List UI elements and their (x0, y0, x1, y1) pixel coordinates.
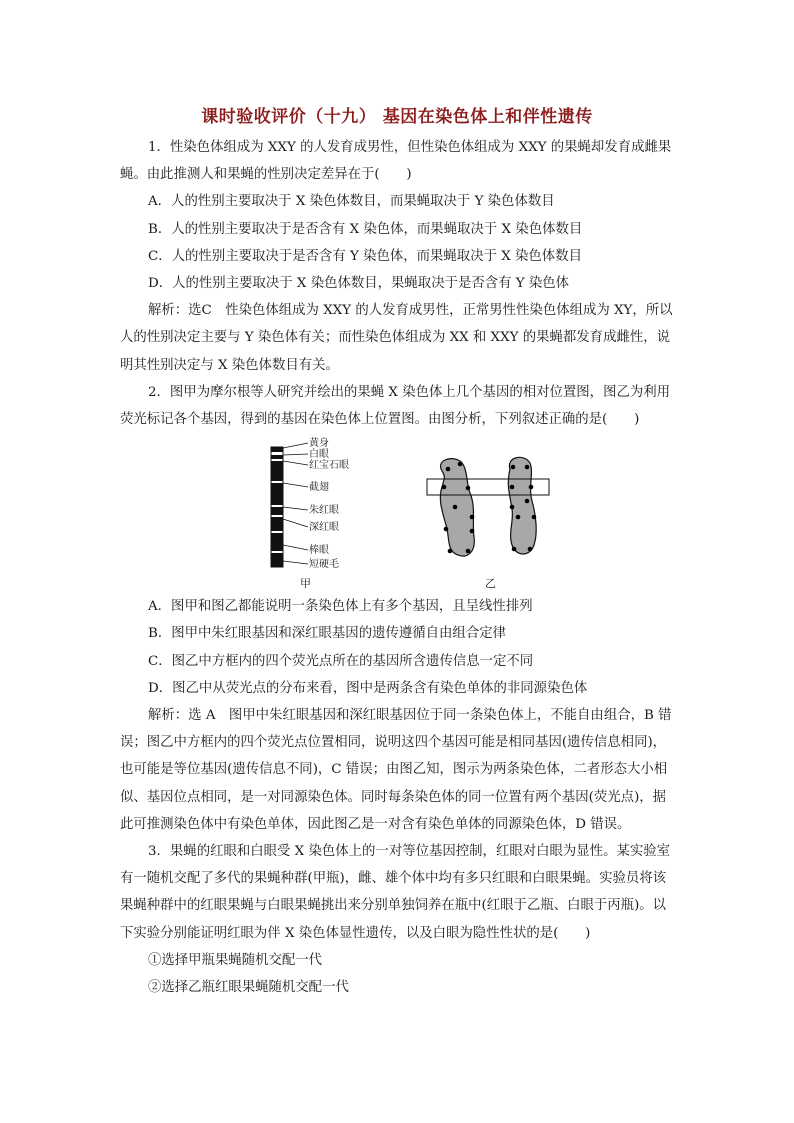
gene-label: 红宝石眼 (309, 460, 349, 472)
page-title: 课时验收评价（十九） 基因在染色体上和伴性遗传 (201, 107, 593, 127)
gene-label: 黄身 (309, 438, 329, 450)
question-3-stem: 3．果蝇的红眼和白眼受 X 染色体上的一对等位基因控制，红眼对白眼为显性。某实验室有一随机交配了多代的果蝇种群(甲瓶)，雌、雄个体中均有多只红眼和白眼果蝇。实验员将该果蝇种群中的红眼果蝇与白眼果蝇挑出来分别单独饲养在瓶中(红眼于乙瓶、白眼于丙瓶)。以下实验分别能证明红眼为伴 X 染色体显性遗传，以及白眼为隐性性状的是( ) (120, 844, 671, 941)
question-2-option-d: D．图乙中从荧光点的分布来看，图中是两条含有染色单体的非同源染色体 (148, 680, 588, 696)
question-1-option-a: A．人的性别主要取决于 X 染色体数目，而果蝇取决于 Y 染色体数目 (148, 194, 555, 210)
gene-label: 深红眼 (309, 522, 339, 534)
question-1-stem: 1．性染色体组成为 XXY 的人发育成男性，但性染色体组成为 XXY 的果蝇却发育成雌果蝇。由此推测人和果蝇的性别决定差异在于( ) (120, 140, 672, 183)
question-3-item-2: ②选择乙瓶红眼果蝇随机交配一代 (148, 980, 349, 996)
question-1-option-d: D．人的性别主要取决于 X 染色体数目，果蝇取决于是否含有 Y 染色体 (148, 276, 570, 292)
question-2-figure (120, 433, 676, 593)
question-2-analysis: 解析：选 A 图甲中朱红眼基因和深红眼基因位于同一条染色体上，不能自由组合，B 错误；图乙中方框内的四个荧光点位置相同，说明这四个基因可能是相同基因(遗传信息相同)，也可能是等位基因(遗传信息不同)，C 错误；由图乙知，图示为两条染色体，二者形态大小相似、基因位点相同，是一对同源染色体。同时每条染色体的同一位置有两个基因(荧光点)，据此可推测染色体中有染色单体，因此图乙是一对含有染色单体的同源染色体，D 错误。 (120, 708, 672, 832)
question-1-option-c: C．人的性别主要取决于是否含有 Y 染色体，而果蝇取决于 X 染色体数目 (148, 248, 582, 264)
figure-b-caption: 乙 (485, 577, 496, 591)
question-2-option-a: A．图甲和图乙都能说明一条染色体上有多个基因，且呈线性排列 (148, 599, 533, 615)
figure-a-caption: 甲 (300, 577, 311, 591)
figure-a-leader-lines (283, 443, 308, 564)
figure-a-chromosome (271, 447, 283, 567)
question-2-option-b: B．图甲中朱红眼基因和深红眼基因的遗传遵循自由组合定律 (148, 626, 506, 642)
gene-label: 朱红眼 (309, 505, 339, 517)
question-3-item-1: ①选择甲瓶果蝇随机交配一代 (148, 952, 323, 968)
gene-label: 棒眼 (309, 545, 329, 557)
question-1-analysis: 解析：选C 性染色体组成为 XXY 的人发育成男性，正常男性性染色体组成为 XY，所以人的性别决定主要与 Y 染色体有关；而性染色体组成为 XX 和 XXY 的果蝇都发育成雌性，说明其性别决定与 X 染色体数目有关。 (120, 303, 673, 373)
question-2-option-c: C．图乙中方框内的四个荧光点所在的基因所含遗传信息一定不同 (148, 653, 534, 669)
chromosome-figure (120, 433, 676, 593)
gene-label: 短硬毛 (309, 559, 339, 571)
question-1-option-b: B．人的性别主要取决于是否含有 X 染色体，而果蝇取决于 X 染色体数目 (148, 221, 583, 237)
gene-label: 截翅 (309, 482, 329, 494)
gene-label: 白眼 (309, 449, 329, 461)
document-body (120, 134, 676, 1001)
question-2-stem: 2．图甲为摩尔根等人研究并绘出的果蝇 X 染色体上几个基因的相对位置图，图乙为利用荧光标记各个基因，得到的基因在染色体上位置图。由图分析，下列叙述正确的是( ) (120, 384, 671, 428)
